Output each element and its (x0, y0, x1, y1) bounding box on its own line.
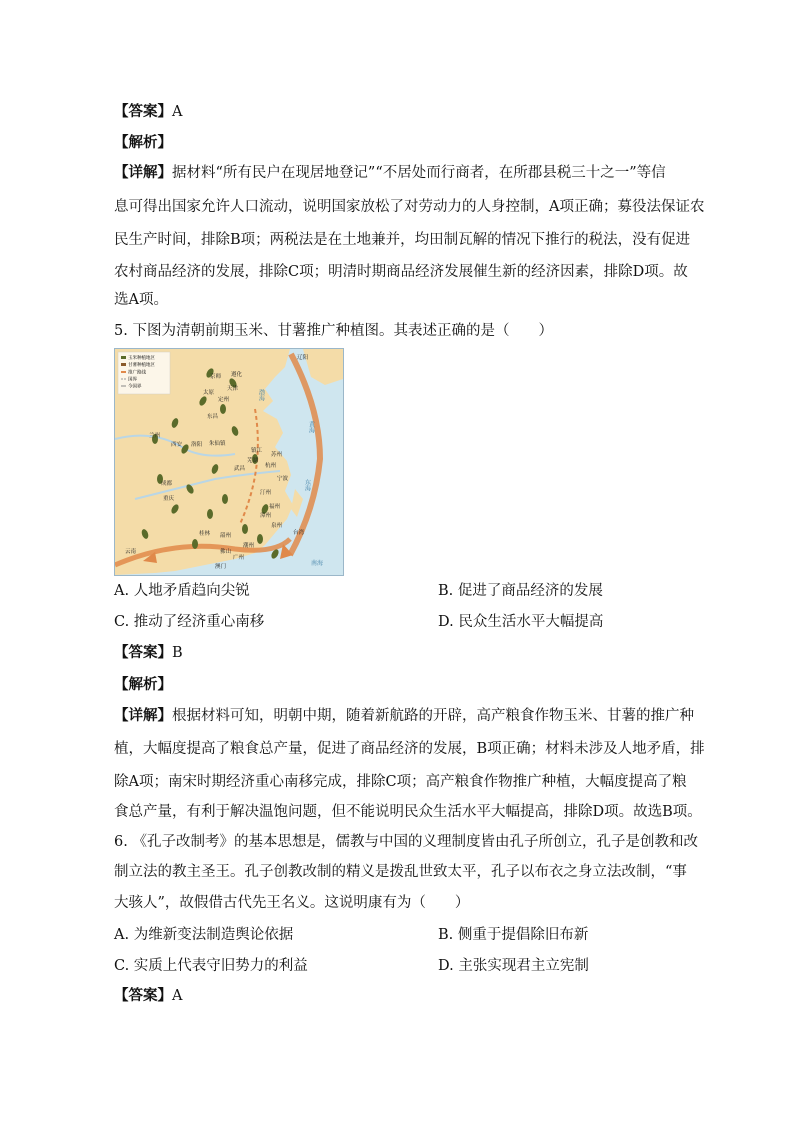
q6-stem-line-2: 制立法的教主圣王。孔子创教改制的精义是拨乱世致太平，孔子以布衣之身立法改制，“事 (114, 864, 687, 880)
answer-tag: 【答案】 (114, 644, 172, 661)
svg-text:朱仙镇: 朱仙镇 (209, 441, 226, 447)
svg-text:东昌: 东昌 (207, 414, 219, 420)
svg-text:西安: 西安 (171, 442, 183, 448)
svg-text:兰州: 兰州 (149, 433, 161, 439)
svg-text:京师: 京师 (210, 374, 222, 380)
q5-analysis-heading: 【解析】 (114, 676, 172, 693)
q5-detail-line-2: 植，大幅度提高了粮食总产量，促进了商品经济的发展，B项正确；材料未涉及人地矛盾，排 (114, 741, 705, 757)
svg-text:澳门: 澳门 (215, 564, 227, 570)
q5-detail-line-4: 食总产量，有利于解决温饱问题，但不能说明民众生活水平大幅提高，排除D项。故选B项。 (114, 804, 702, 820)
svg-text:甘薯种植地区: 甘薯种植地区 (128, 363, 155, 368)
q4-detail-line-2: 息可得出国家允许人口流动，说明国家放松了对劳动力的人身控制，A项正确；募役法保证农 (114, 199, 705, 215)
svg-text:遵化: 遵化 (231, 372, 243, 378)
svg-text:广州: 广州 (233, 555, 245, 561)
detail-tag: 【详解】 (114, 707, 172, 724)
svg-text:辽阳: 辽阳 (297, 355, 309, 361)
q6-option-a: A. 为维新变法制造舆论依据 (114, 927, 294, 943)
svg-text:玉米种植地区: 玉米种植地区 (128, 356, 155, 361)
svg-text:今国界: 今国界 (128, 384, 142, 390)
answer-value: B (172, 645, 183, 661)
svg-text:定州: 定州 (218, 397, 230, 403)
svg-text:泉州: 泉州 (271, 523, 283, 529)
svg-text:洛阳: 洛阳 (191, 442, 203, 448)
q6-answer (114, 986, 182, 1006)
answer-value: A (172, 104, 183, 120)
svg-text:芜湖: 芜湖 (247, 458, 259, 464)
q6-option-b: B. 侧重于提倡除旧布新 (438, 927, 589, 943)
svg-text:漳州: 漳州 (260, 513, 272, 519)
svg-text:武昌: 武昌 (234, 466, 246, 472)
map-legend (118, 352, 170, 394)
svg-text:国界: 国界 (128, 377, 137, 383)
svg-text:韶州: 韶州 (220, 533, 232, 539)
svg-text:南海: 南海 (311, 560, 324, 567)
answer-tag: 【答案】 (114, 103, 172, 120)
q5-stem: 5. 下图为清朝前期玉米、甘薯推广种植图。其表述正确的是（ ） (114, 323, 553, 339)
q5-option-a: A. 人地矛盾趋向尖锐 (114, 583, 250, 599)
svg-text:重庆: 重庆 (163, 496, 175, 502)
q6-option-c: C. 实质上代表守旧势力的利益 (114, 958, 308, 974)
svg-text:杭州: 杭州 (265, 463, 277, 469)
q4-answer (114, 102, 182, 122)
svg-text:成都: 成都 (161, 481, 173, 487)
svg-text:苏州: 苏州 (271, 452, 283, 458)
svg-text:桂林: 桂林 (199, 531, 211, 537)
svg-text:天津: 天津 (227, 386, 239, 392)
svg-text:黄海: 黄海 (307, 421, 315, 433)
svg-text:宁波: 宁波 (277, 476, 289, 482)
svg-text:渤海: 渤海 (257, 389, 265, 401)
answer-tag: 【答案】 (114, 987, 172, 1004)
q4-detail-line-1: 【详解】据材料“所有民户在现居地登记”“不居处而行商者，在所郡县税三十之一”等信 (114, 164, 666, 181)
svg-text:福州: 福州 (269, 504, 281, 510)
qing-crop-map (114, 348, 344, 576)
svg-text:台湾: 台湾 (293, 530, 305, 536)
svg-text:太原: 太原 (203, 390, 215, 396)
svg-text:潮州: 潮州 (243, 543, 255, 549)
svg-text:推广路线: 推广路线 (128, 370, 146, 376)
q4-detail-line-4: 农村商品经济的发展，排除C项；明清时期商品经济发展催生新的经济因素，排除D项。故 (114, 264, 688, 280)
q5-option-d: D. 民众生活水平大幅提高 (438, 614, 604, 630)
detail-tag: 【详解】 (114, 164, 172, 181)
svg-text:东海: 东海 (303, 479, 311, 491)
q4-detail-line-3: 民生产时间，排除B项；两税法是在土地兼并，均田制瓦解的情况下推行的税法，没有促进 (114, 232, 691, 248)
q6-stem-line-3: 大骇人”，故假借古代先王名义。这说明康有为（ ） (114, 895, 470, 911)
svg-text:镇江: 镇江 (251, 448, 263, 454)
svg-text:汀州: 汀州 (260, 490, 272, 496)
q5-detail-line-1: 【详解】根据材料可知，明朝中期，随着新航路的开辟，高产粮食作物玉米、甘薯的推广种 (114, 707, 694, 724)
q6-option-d: D. 主张实现君主立宪制 (438, 958, 589, 974)
q5-detail-line-3: 除A项；南宋时期经济重心南移完成，排除C项；高产粮食作物推广种植，大幅度提高了粮 (114, 774, 687, 790)
q4-detail-line-5: 选A项。 (114, 292, 168, 308)
svg-text:佛山: 佛山 (220, 549, 232, 555)
q4-analysis-heading: 【解析】 (114, 134, 172, 151)
q5-option-b: B. 促进了商品经济的发展 (438, 583, 603, 599)
q5-answer (114, 643, 183, 663)
q5-option-c: C. 推动了经济重心南移 (114, 614, 265, 630)
q6-stem-line-1: 6. 《孔子改制考》的基本思想是，儒教与中国的义理制度皆由孔子所创立，孔子是创教和改 (114, 834, 698, 850)
svg-text:云南: 云南 (125, 549, 137, 555)
answer-value: A (172, 988, 183, 1004)
